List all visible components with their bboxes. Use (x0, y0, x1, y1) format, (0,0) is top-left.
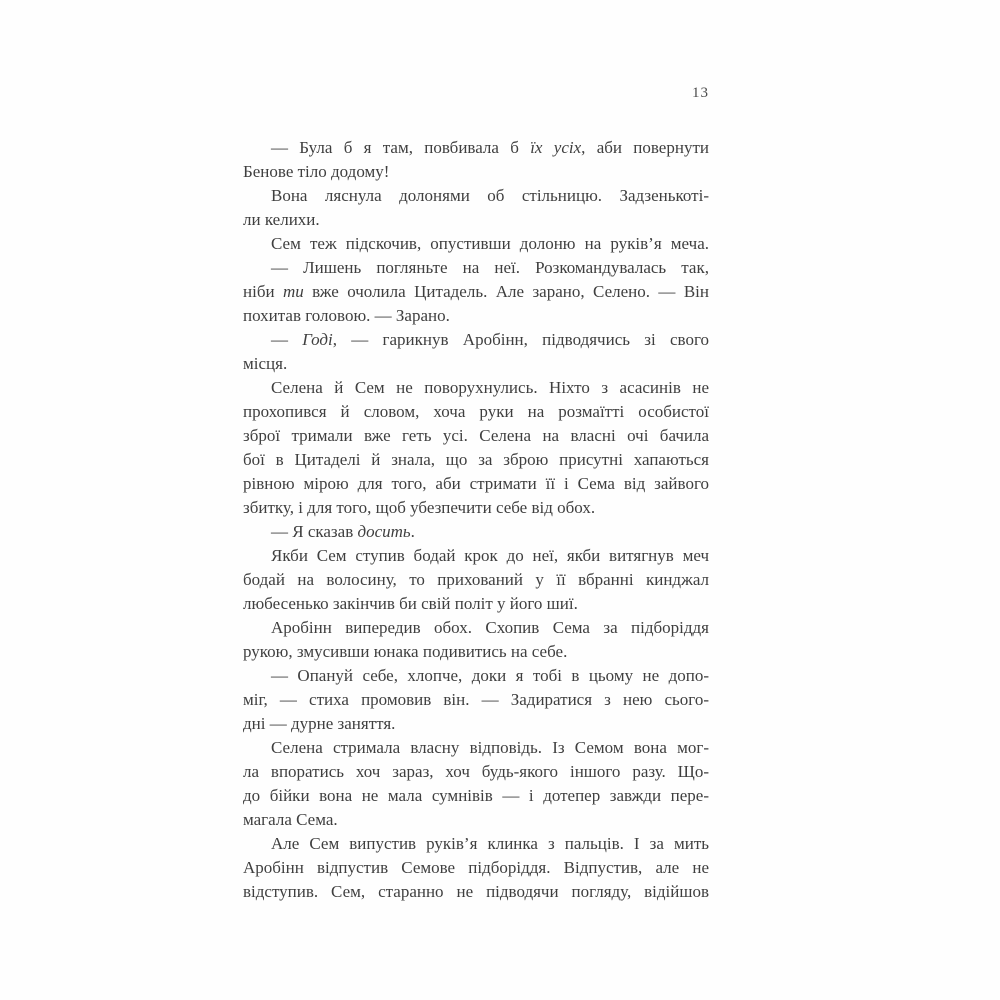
paragraph (243, 736, 709, 832)
text-run: — (271, 330, 303, 349)
text-run: до бійки вона не мала сумнівів — і дотепер завжди пере- (243, 786, 709, 805)
text-run: ніби (243, 282, 283, 301)
text-run: — Була б я там, повбивала б (271, 138, 531, 157)
text-run: , — гарикнув Аробінн, підводячись зі свого (332, 330, 710, 349)
text-run: — Опануй себе, хлопче, доки я тобі в цьому не допо- (271, 666, 709, 685)
text-line (243, 160, 709, 184)
text-line (243, 808, 709, 832)
text-run: любесенько закінчив би свій політ у його шиї. (243, 594, 578, 613)
text-run: Селена й Сем не поворухнулись. Ніхто з асасинів не (271, 378, 709, 397)
paragraph (243, 184, 709, 232)
text-line (243, 232, 709, 256)
text-run: Вона ляснула долонями об стільницю. Задзенькоті- (271, 186, 709, 205)
text-line (243, 472, 709, 496)
text-run: Бенове тіло додому! (243, 162, 390, 181)
text-run: Але Сем випустив руків’я клинка з пальців. І за мить (271, 834, 709, 853)
text-line (243, 208, 709, 232)
text-line (243, 880, 709, 904)
text-run: відступив. Сем, старанно не підводячи погляду, відійшов (243, 882, 709, 901)
paragraph (243, 616, 709, 664)
text-run: похитав головою. — Зарано. (243, 306, 450, 325)
text-block (243, 136, 709, 904)
text-line (243, 616, 709, 640)
italic-text-run: ти (282, 282, 304, 301)
text-run: збитку, і для того, щоб убезпечити себе від обох. (243, 498, 596, 517)
text-run: ла впоратись хоч зараз, хоч будь-якого іншого разу. Що- (243, 762, 709, 781)
paragraph (243, 376, 709, 520)
text-line (243, 568, 709, 592)
text-line (243, 424, 709, 448)
text-run: вже очолила Цитадель. Але зарано, Селено. — Він (303, 282, 709, 301)
text-line (243, 184, 709, 208)
italic-text-run: Годі (302, 330, 333, 349)
text-run: Селена стримала власну відповідь. Із Семом вона мог- (271, 738, 709, 757)
text-line (243, 592, 709, 616)
text-line (243, 760, 709, 784)
text-line (243, 280, 709, 304)
text-line (243, 712, 709, 736)
text-line (243, 520, 709, 544)
text-line (243, 304, 709, 328)
paragraph (243, 832, 709, 904)
text-line (243, 640, 709, 664)
text-run: бої в Цитаделі й знала, що за зброю присутні хапаються (243, 450, 709, 469)
text-line (243, 256, 709, 280)
text-run: рукою, змусивши юнака подивитись на себе. (243, 642, 568, 661)
text-line (243, 664, 709, 688)
text-line (243, 448, 709, 472)
text-run: — Я сказав (271, 522, 358, 541)
italic-text-run: їх усіх (530, 138, 582, 157)
text-line (243, 496, 709, 520)
text-line (243, 688, 709, 712)
text-run: . (410, 522, 415, 541)
text-line (243, 832, 709, 856)
text-line (243, 376, 709, 400)
text-run: — Лишень погляньте на неї. Розкомандувалась так, (271, 258, 709, 277)
text-run: магала Сема. (243, 810, 338, 829)
text-run: Якби Сем ступив бодай крок до неї, якби витягнув меч (271, 546, 709, 565)
text-run: Аробінн відпустив Семове підборіддя. Відпустив, але не (243, 858, 709, 877)
text-run: ли келихи. (243, 210, 320, 229)
italic-text-run: досить (357, 522, 411, 541)
paragraph (243, 328, 709, 376)
text-run: місця. (243, 354, 288, 373)
text-run: Сем теж підскочив, опустивши долоню на руків’я меча. (271, 234, 709, 253)
text-line (243, 400, 709, 424)
text-line (243, 856, 709, 880)
paragraph (243, 232, 709, 256)
text-line (243, 736, 709, 760)
text-run: Аробінн випередив обох. Схопив Сема за підборіддя (271, 618, 709, 637)
paragraph (243, 520, 709, 544)
text-run: , аби повернути (581, 138, 709, 157)
text-run: прохопився й словом, хоча руки на розмаїтті особистої (243, 402, 709, 421)
paragraph (243, 256, 709, 328)
page-number: 13 (692, 85, 709, 101)
paragraph (243, 136, 709, 184)
paragraph (243, 664, 709, 736)
text-run: зброї тримали вже геть усі. Селена на власні очі бачила (243, 426, 709, 445)
text-line (243, 784, 709, 808)
text-line (243, 544, 709, 568)
paragraph (243, 544, 709, 616)
text-run: бодай на волосину, то прихований у її вбранні кинджал (243, 570, 709, 589)
text-run: рівною мірою для того, аби стримати її і Сема від зайвого (243, 474, 709, 493)
text-run: дні — дурне заняття. (243, 714, 396, 733)
text-run: міг, — стиха промовив він. — Задиратися з нею сього- (243, 690, 709, 709)
text-line (243, 136, 709, 160)
text-line (243, 328, 709, 352)
text-line (243, 352, 709, 376)
